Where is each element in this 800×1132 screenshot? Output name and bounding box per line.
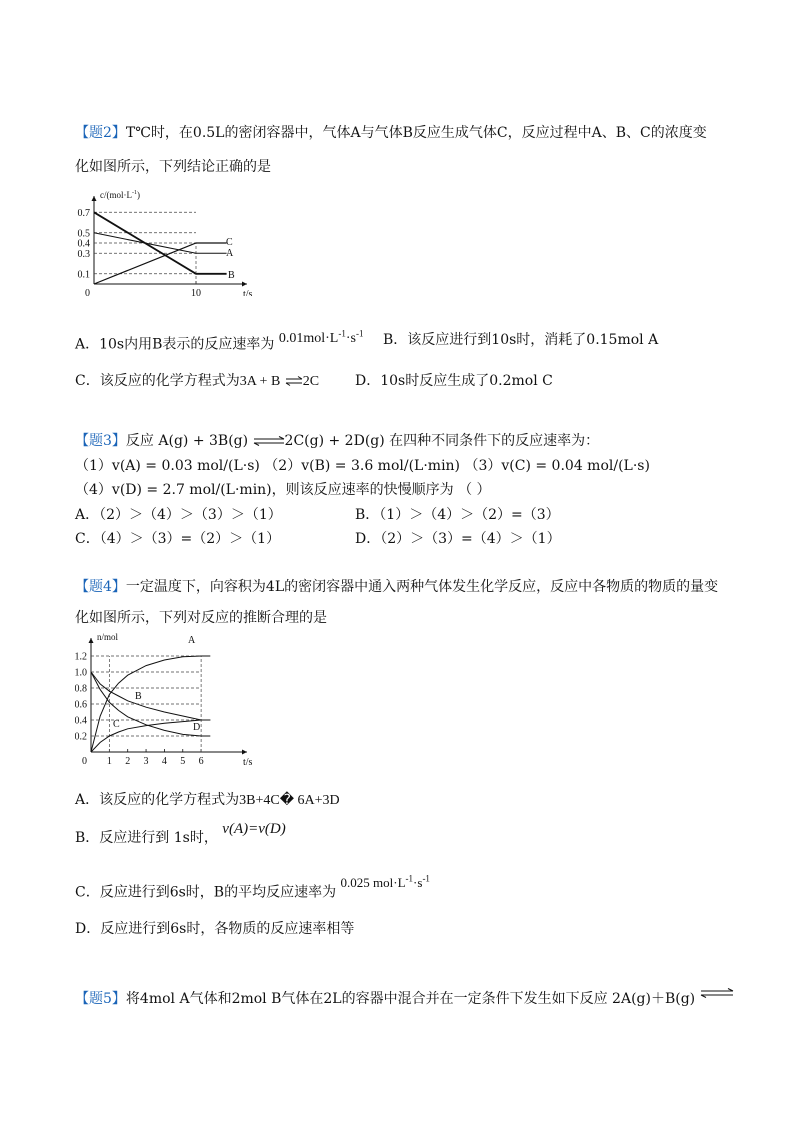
- equilibrium-arrow-icon: [285, 376, 303, 386]
- y-tick-label: 0.3: [77, 248, 90, 260]
- q5-stem-line1: [75, 989, 734, 1009]
- x-axis-arrow-icon: [242, 750, 247, 755]
- q4-option-b[interactable]: [75, 821, 286, 848]
- q3-stem-pre: 反应 A(g) + 3B(g): [125, 433, 249, 449]
- y-tick-label: 0.2: [75, 731, 87, 743]
- q2-option-c-eq-left: 3A + B: [239, 374, 281, 389]
- y-axis-arrow-icon: [92, 196, 97, 201]
- y-axis-arrow-icon: [89, 638, 94, 643]
- q4-option-a[interactable]: [75, 790, 340, 811]
- y-tick-label: 1.2: [75, 651, 87, 663]
- q2-rate-s: ·s: [345, 330, 356, 346]
- q4-stem-text1: 一定温度下，向容积为4L的密闭容器中通入两种气体发生化学反应，反应中各物质的物质的量变: [125, 579, 719, 595]
- q4-option-c-rate: [341, 875, 430, 890]
- series-label-C: C: [226, 237, 233, 248]
- y-axis-label: n/mol: [97, 632, 119, 642]
- q4-option-a-text: A．该反应的化学方程式为: [75, 792, 240, 808]
- q2-stem-text1: T℃时，在0.5L的密闭容器中，气体A与气体B反应生成气体C，反应过程中A、B、C的浓度变: [125, 125, 707, 141]
- y-axis-label: $c/(mol\cdot L^{-1})$: [100, 190, 140, 200]
- equilibrium-arrow-icon: [253, 436, 285, 446]
- q2-rate-sup2: -1: [355, 328, 364, 338]
- series-line-C: [94, 243, 227, 284]
- y-tick-label: 1.0: [75, 667, 87, 679]
- series-label-A: A: [188, 635, 196, 646]
- q4-stem-line1: [75, 577, 718, 597]
- x-tick-label: 3: [143, 756, 149, 767]
- q2-rate-value: 0.01mol·L: [278, 330, 339, 346]
- x-tick-label: 2: [125, 756, 131, 767]
- series-label-D: D: [193, 722, 201, 733]
- q4-tag: 【题4】: [75, 579, 126, 595]
- q3-option-c[interactable]: C．（4）＞（3）=（2）＞（1）: [75, 531, 281, 547]
- origin-label: 0: [85, 288, 90, 296]
- q3-stem-post: 2C(g) + 2D(g) 在四种不同条件下的反应速率为：: [284, 433, 600, 449]
- q3-option-a[interactable]: A．（2）＞（4）＞（3）＞（1）: [75, 507, 282, 523]
- y-axis-label-close: ): [137, 190, 140, 200]
- q4-option-d[interactable]: D．反应进行到6s时，各物质的反应速率相等: [75, 921, 355, 937]
- q5-stem-text1: 将4mol A气体和2mol B气体在2L的容器中混合并在一定条件下发生如下反应 2A(g)＋B(g): [125, 991, 696, 1007]
- y-tick-label: 0.4: [77, 238, 90, 250]
- series-label-C: C: [113, 719, 120, 730]
- y-axis-label-sup: -1: [132, 190, 137, 196]
- y-tick-label: 0.1: [77, 269, 90, 281]
- q2-option-a[interactable]: [75, 330, 363, 356]
- x-tick-label: 6: [198, 756, 204, 767]
- q2-option-a-text: A．10s内用B表示的反应速率为: [75, 336, 275, 353]
- x-axis-label: t/s: [243, 289, 253, 296]
- q2-rate-sup1: -1: [338, 328, 346, 338]
- q4-rate-s: ·s: [413, 875, 423, 891]
- q2-option-c[interactable]: [75, 371, 319, 392]
- y-tick-label: 0.8: [75, 683, 87, 695]
- series-label-B: B: [228, 270, 235, 281]
- series-label-B: B: [135, 691, 142, 702]
- q3-option-d[interactable]: D．（2）＞（3）=（4）＞（1）: [355, 531, 561, 547]
- q4-option-a-eq: 3B+4C� 6A+3D: [239, 793, 340, 808]
- q3-stem-line3: （4）v(D) = 2.7 mol/(L·min)，则该反应速率的快慢顺序为 （ ）: [75, 482, 491, 498]
- q5-tag: 【题5】: [75, 991, 126, 1007]
- q2-option-c-text: C．该反应的化学方程式为: [75, 373, 240, 389]
- q2-option-a-rate: [278, 328, 364, 346]
- x-axis-label: t/s: [243, 757, 253, 768]
- origin-label: 0: [82, 756, 87, 767]
- q2-option-d[interactable]: D．10s时反应生成了0.2mol C: [355, 373, 553, 389]
- q4-option-b-eq: v(A)=v(D): [222, 821, 286, 837]
- q3-tag: 【题3】: [75, 433, 126, 449]
- x-axis-arrow-icon: [242, 282, 247, 287]
- equilibrium-arrow-icon: [700, 988, 734, 998]
- q2-option-b[interactable]: B．该反应进行到10s时，消耗了0.15mol A: [383, 332, 659, 348]
- x-tick-label: 10: [191, 288, 201, 296]
- q3-option-b[interactable]: B．（1）＞（4）＞（2）=（3）: [355, 507, 560, 523]
- q2-stem-line1: [75, 123, 707, 143]
- q4-rate-sup2: -1: [422, 874, 430, 884]
- q4-option-c-text: C．反应进行到6s时，B的平均反应速率为: [75, 884, 337, 901]
- x-tick-label: 1: [106, 756, 112, 767]
- q2-tag: 【题2】: [75, 125, 126, 141]
- q4-option-b-text: B．反应进行到 1s时，: [75, 830, 218, 846]
- series-label-A: A: [226, 248, 234, 259]
- q2-option-c-eq-right: 2C: [302, 374, 320, 389]
- y-tick-label: 0.4: [75, 715, 87, 727]
- q4-rate-value: 0.025 mol·L: [340, 875, 406, 891]
- q4-rate-sup1: -1: [405, 874, 414, 884]
- y-tick-label: 0.5: [77, 228, 90, 240]
- q3-stem-line1: [75, 431, 599, 451]
- y-tick-label: 0.6: [75, 699, 87, 711]
- q4-option-c[interactable]: [75, 874, 430, 902]
- q4-amount-chart: [75, 628, 255, 770]
- q2-stem-line2: 化如图所示，下列结论正确的是: [75, 159, 271, 175]
- y-tick-label: 0.7: [77, 207, 90, 219]
- q2-concentration-chart: [72, 188, 262, 296]
- x-tick-label: 5: [180, 756, 186, 767]
- x-tick-label: 4: [161, 756, 167, 767]
- q4-stem-line2: 化如图所示，下列对反应的推断合理的是: [75, 610, 327, 626]
- q3-stem-line2: （1）v(A) = 0.03 mol/(L·s) （2）v(B) = 3.6 mol/(L·min) （3）v(C) = 0.04 mol/(L·s): [75, 458, 650, 474]
